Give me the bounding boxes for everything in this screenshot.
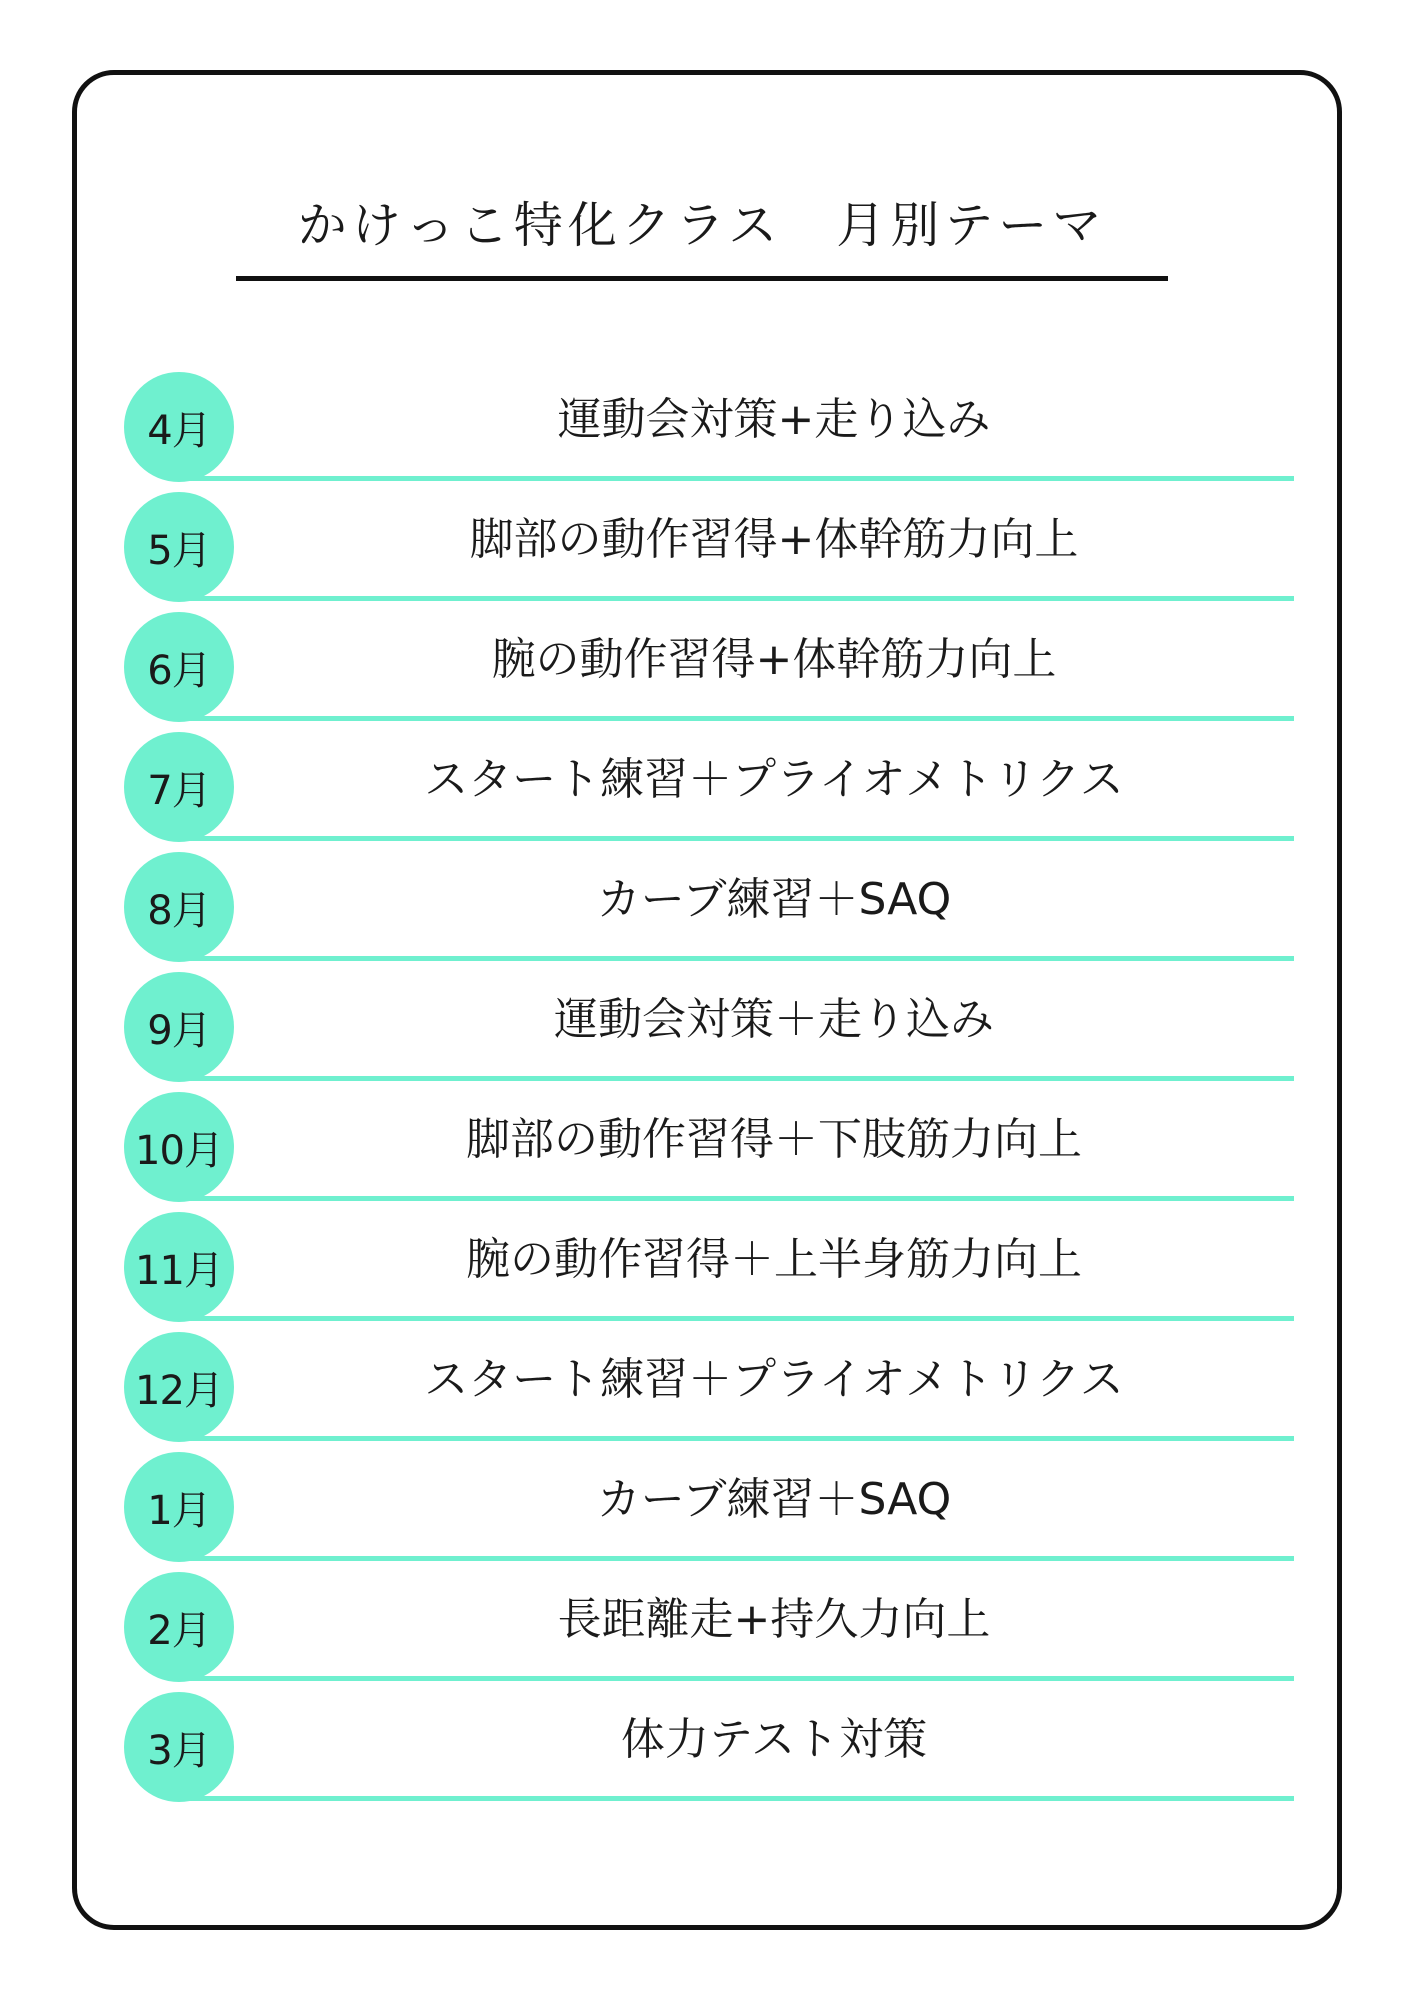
month-label: 6月 — [147, 647, 211, 694]
month-badge — [124, 732, 234, 842]
row-divider — [179, 1196, 1294, 1201]
page-title: かけっこ特化クラス 月別テーマ — [297, 197, 1107, 254]
row-divider — [179, 836, 1294, 841]
month-badge — [124, 1092, 234, 1202]
month-badge — [124, 492, 234, 602]
row-divider — [179, 1556, 1294, 1561]
row-divider — [179, 716, 1294, 721]
month-label: 7月 — [147, 767, 211, 814]
row-divider — [179, 596, 1294, 601]
theme-text: 脚部の動作習得＋下肢筋力向上 — [466, 1114, 1082, 1165]
month-label: 10月 — [135, 1127, 223, 1174]
list-item — [124, 852, 1294, 972]
month-badge — [124, 1452, 234, 1562]
theme-text: 長距離走+持久力向上 — [557, 1594, 991, 1645]
list-item — [124, 1452, 1294, 1572]
month-label: 5月 — [147, 527, 211, 574]
list-item — [124, 612, 1294, 732]
month-label: 8月 — [147, 887, 211, 934]
month-badge — [124, 612, 234, 722]
row-divider — [179, 1436, 1294, 1441]
theme-text: 腕の動作習得＋上半身筋力向上 — [466, 1234, 1082, 1285]
row-divider — [179, 476, 1294, 481]
theme-text: カーブ練習＋SAQ — [596, 874, 952, 925]
month-badge — [124, 1332, 234, 1442]
theme-text: スタート練習＋プライオメトリクス — [424, 754, 1124, 805]
row-divider — [179, 1796, 1294, 1801]
list-item — [124, 1092, 1294, 1212]
list-item — [124, 492, 1294, 612]
theme-text: カーブ練習＋SAQ — [596, 1474, 952, 1525]
title-underline — [236, 276, 1168, 281]
month-label: 3月 — [147, 1727, 211, 1774]
list-item — [124, 372, 1294, 492]
theme-text: 運動会対策＋走り込み — [554, 994, 994, 1045]
row-divider — [179, 956, 1294, 961]
theme-text: 腕の動作習得+体幹筋力向上 — [491, 634, 1057, 685]
month-label: 4月 — [147, 407, 211, 454]
theme-text: 体力テスト対策 — [620, 1714, 928, 1765]
list-item — [124, 1572, 1294, 1692]
month-badge — [124, 972, 234, 1082]
month-badge — [124, 372, 234, 482]
month-badge — [124, 1692, 234, 1802]
list-item — [124, 1332, 1294, 1452]
theme-text: 運動会対策+走り込み — [557, 394, 991, 445]
row-divider — [179, 1676, 1294, 1681]
row-divider — [179, 1076, 1294, 1081]
month-badge — [124, 1212, 234, 1322]
month-label: 11月 — [135, 1247, 223, 1294]
month-label: 1月 — [147, 1487, 211, 1534]
list-item — [124, 732, 1294, 852]
month-badge — [124, 852, 234, 962]
list-item — [124, 972, 1294, 1092]
monthly-theme-list — [124, 372, 1294, 1812]
list-item — [124, 1212, 1294, 1332]
theme-text: スタート練習＋プライオメトリクス — [424, 1354, 1124, 1405]
month-label: 12月 — [135, 1367, 223, 1414]
theme-text: 脚部の動作習得+体幹筋力向上 — [469, 514, 1079, 565]
list-item — [124, 1692, 1294, 1812]
month-label: 2月 — [147, 1607, 211, 1654]
row-divider — [179, 1316, 1294, 1321]
month-label: 9月 — [147, 1007, 211, 1054]
month-badge — [124, 1572, 234, 1682]
